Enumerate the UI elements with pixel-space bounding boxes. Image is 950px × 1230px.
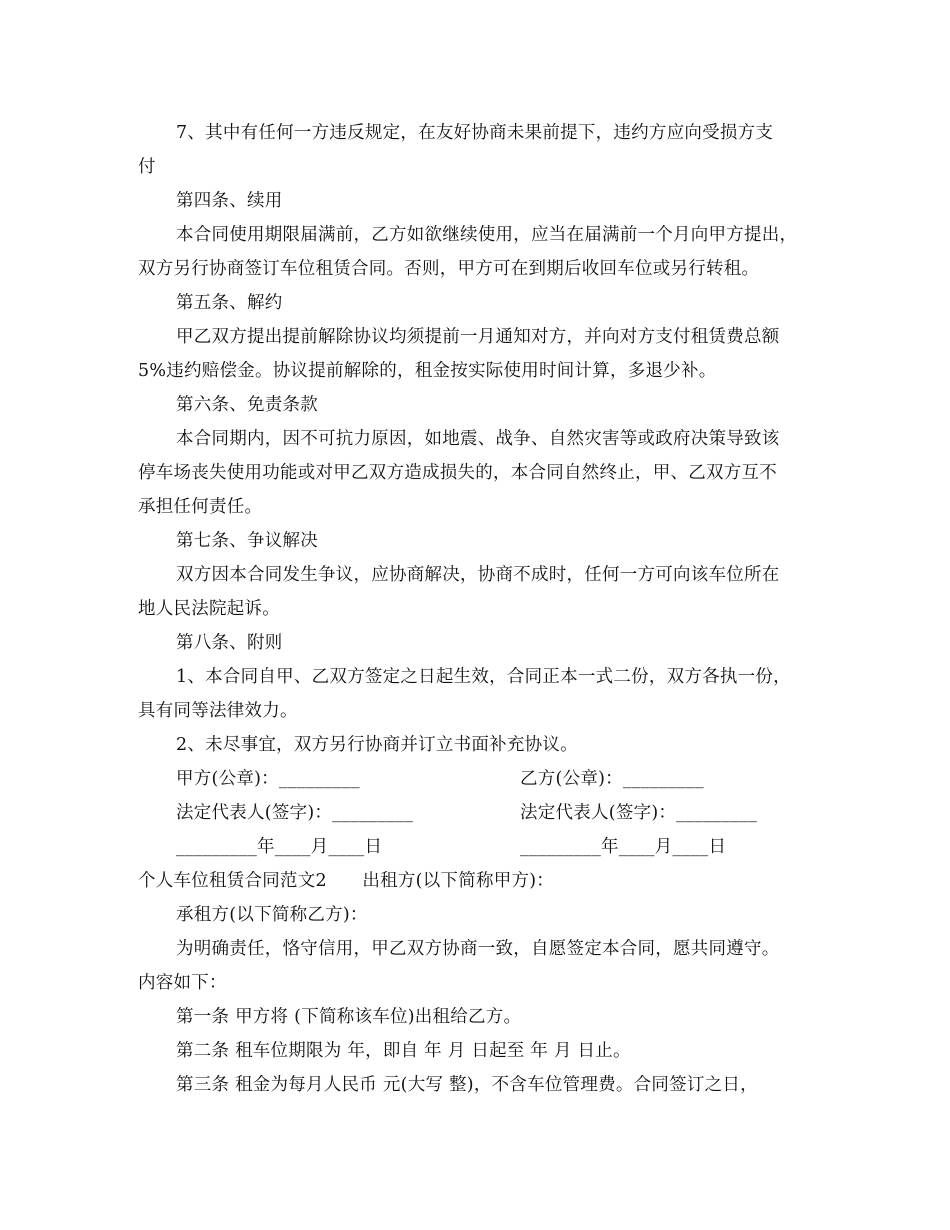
article-5-line-2: 5%违约赔偿金。协议提前解除的，租金按实际使用时间计算，多退少补。 [138,361,717,381]
party-a-date: _________年____月____日 [176,837,383,857]
article-7-line-2: 地人民法院起诉。 [138,599,280,619]
article-5-title: 第五条、解约 [176,293,283,313]
party-b-date: _________年____月____日 [520,837,727,857]
paragraph-7-line-2: 付 [138,157,156,177]
article-6-title: 第六条、免责条款 [176,395,318,415]
party-b-seal: 乙方(公章)：_________ [520,769,704,789]
lessee-label: 承租方(以下简称乙方)： [176,905,368,925]
article-8-item-1-line-1: 1、本合同自甲、乙双方签定之日起生效，合同正本一式二份，双方各执一份， [176,667,791,687]
article-8-item-2: 2、未尽事宜，双方另行协商并订立书面补充协议。 [176,735,578,755]
party-a-seal: 甲方(公章)：_________ [176,769,360,789]
article-6-line-3: 承担任何责任。 [138,497,263,517]
clause-2: 第二条 租车位期限为 年，即自 年 月 日起至 年 月 日止。 [176,1041,631,1061]
clause-3: 第三条 租金为每月人民币 元(大写 整)，不含车位管理费。合同签订之日， [176,1075,758,1095]
article-5-line-1: 甲乙双方提出提前解除协议均须提前一月通知对方，并向对方支付租赁费总额 [176,327,780,347]
article-4-line-2: 双方另行协商签订车位租赁合同。否则，甲方可在到期后收回车位或另行转租。 [138,259,760,279]
article-4-title: 第四条、续用 [176,191,283,211]
article-7-title: 第七条、争议解决 [176,531,318,551]
sample-2-heading: 个人车位租赁合同范文2 出租方(以下简称甲方)： [138,871,555,891]
party-a-representative: 法定代表人(签字)：_________ [176,803,414,823]
preamble-line-1: 为明确责任，恪守信用，甲乙双方协商一致，自愿签定本合同，愿共同遵守。 [176,939,780,959]
article-6-line-1: 本合同期内，因不可抗力原因，如地震、战争、自然灾害等或政府决策导致该 [176,429,780,449]
party-b-representative: 法定代表人(签字)：_________ [520,803,758,823]
article-4-line-1: 本合同使用期限届满前，乙方如欲继续使用，应当在届满前一个月向甲方提出， [176,225,798,245]
paragraph-7-line-1: 7、其中有任何一方违反规定，在友好协商未果前提下，违约方应向受损方支 [176,123,774,143]
article-6-line-2: 停车场丧失使用功能或对甲乙双方造成损失的，本合同自然终止，甲、乙双方互不 [138,463,777,483]
preamble-line-2: 内容如下： [138,973,227,993]
article-8-title: 第八条、附则 [176,633,283,653]
clause-1: 第一条 甲方将 (下简称该车位)出租给乙方。 [176,1007,522,1027]
article-8-item-1-line-2: 具有同等法律效力。 [138,701,298,721]
article-7-line-1: 双方因本合同发生争议，应协商解决，协商不成时，任何一方可向该车位所在 [176,565,780,585]
